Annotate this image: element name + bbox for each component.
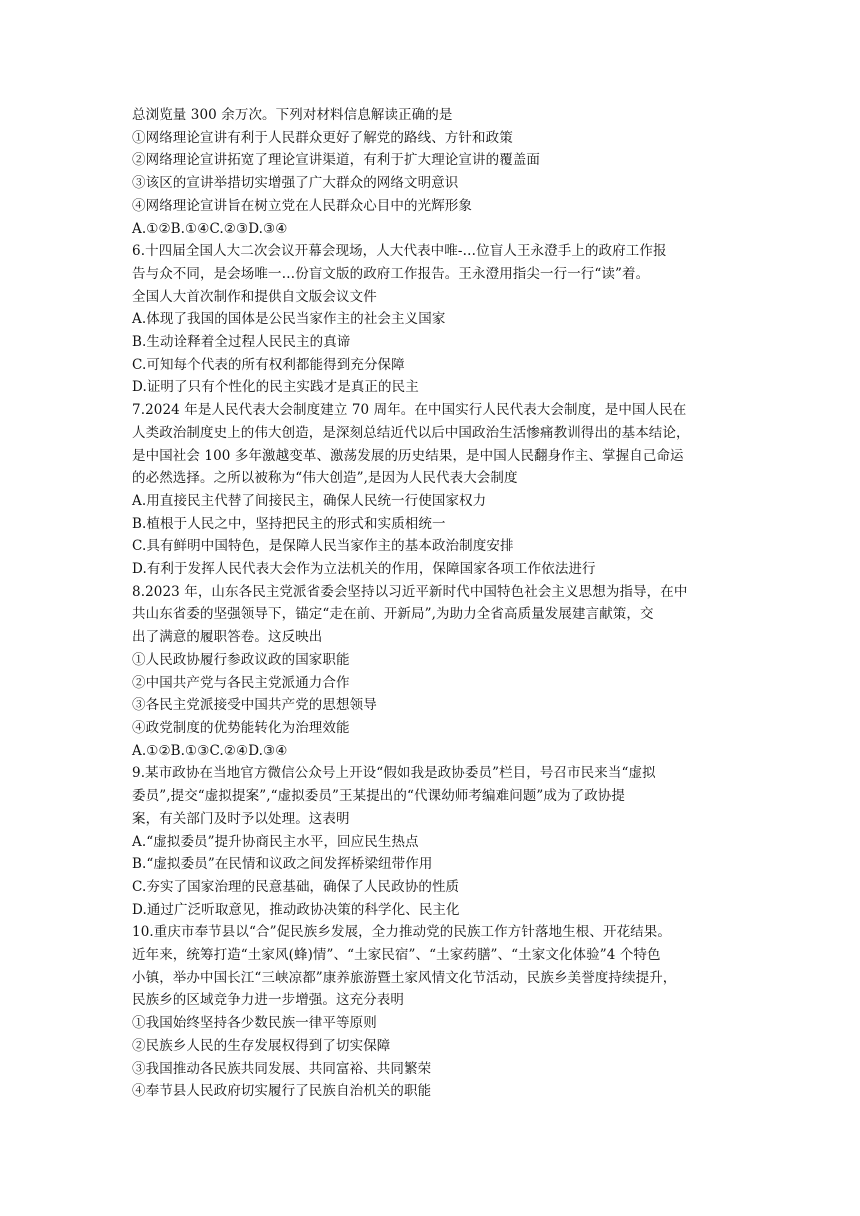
question-6-stem: 6.十四届全国人大二次会议开幕会现场，人大代表中唯-…位盲人王永澄手上的政府工作报 (132, 243, 667, 260)
option-line: A.用直接民主代替了间接民主，确保人民统一行使国家权力 (132, 492, 487, 509)
option-line: D.证明了只有个性化的民主实践才是真正的民主 (132, 379, 419, 396)
text-line: 的必然选择。之所以被称为“伟大创造”,是因为人民代表大会制度 (132, 470, 518, 487)
option-line: B.生动诠释着全过程人民民主的真谛 (132, 334, 351, 351)
answer-choices: A.①②B.①③C.②④D.③④ (132, 742, 288, 759)
question-9-stem: 9.某市政协在当地官方微信公众号上开设“假如我是政协委员”栏目，号召市民来当“虚拟 (132, 765, 656, 782)
option-line: ③该区的宣讲举措切实增强了广大群众的网络文明意识 (132, 175, 459, 192)
text-line: 告与众不同，是会场唯一…份盲文版的政府工作报告。王永澄用指尖一行一行“读”着。 (132, 265, 650, 282)
option-line: ①网络理论宣讲有利于人民群众更好了解党的路线、方针和政策 (132, 129, 513, 146)
question-7-stem: 7.2024 年是人民代表大会制度建立 70 周年。在中国实行人民代表大会制度，是中国人民在 (132, 402, 687, 419)
option-line: ③我国推动各民族共同发展、共同富裕、共同繁荣 (132, 1060, 432, 1077)
text-line: 小镇，举办中国长江“三峡凉都”康养旅游暨土家风情文化节活动，民族乡美誉度持续提升， (132, 969, 677, 986)
option-line: ②网络理论宣讲拓宽了理论宣讲渠道，有利于扩大理论宣讲的覆盖面 (132, 152, 540, 169)
document-page (132, 104, 732, 1103)
text-line: 案，有关部门及时予以处理。这表明 (132, 810, 350, 827)
option-line: B.“虚拟委员”在民情和议政之间发挥桥梁纽带作用 (132, 856, 433, 873)
option-line: C.可知每个代表的所有权利都能得到充分保障 (132, 356, 405, 373)
text-line: 出了满意的履职答卷。这反映出 (132, 629, 323, 646)
option-line: C.具有鲜明中国特色，是保障人民当家作主的基本政治制度安排 (132, 538, 514, 555)
option-line: A.体现了我国的国体是公民当家作主的社会主义国家 (132, 311, 446, 328)
text-line: 全国人大首次制作和提供自文版会议文件 (132, 288, 377, 305)
option-line: ③各民主党派接受中国共产党的思想领导 (132, 697, 377, 714)
text-line: 是中国社会 100 多年激越变革、激荡发展的历史结果，是中国人民翻身作主、掌握自己命运 (132, 447, 684, 464)
option-line: ②中国共产党与各民主党派通力合作 (132, 674, 350, 691)
option-line: ④政党制度的优势能转化为治理效能 (132, 719, 350, 736)
option-line: D.有利于发挥人民代表大会作为立法机关的作用，保障国家各项工作依法进行 (132, 561, 596, 578)
question-8-stem: 8.2023 年，山东各民主党派省委会坚持以习近平新时代中国特色社会主义思想为指导，在中 (132, 583, 688, 600)
text-line: 近年来，统筹打造“土家风(蜂)情”、“土家民宿”、“土家药膳”、“土家文化体验”4 个特色 (132, 947, 661, 964)
option-line: ②民族乡人民的生存发展权得到了切实保障 (132, 1037, 391, 1054)
text-line: 民族乡的区域竞争力进一步增强。这充分表明 (132, 992, 404, 1009)
option-line: D.通过广泛听取意见，推动政协决策的科学化、民主化 (132, 901, 460, 918)
text-line: 委员”,提交“虚拟提案”,“虚拟委员”王某提出的“代课幼师考编难问题”成为了政协提 (132, 788, 625, 805)
question-10-stem: 10.重庆市奉节县以“合”促民族乡发展，全力推动党的民族工作方针落地生根、开花结果。 (132, 924, 671, 941)
option-line: B.植根于人民之中，坚持把民主的形式和实质相统一 (132, 515, 446, 532)
option-line: A.“虚拟委员”提升协商民主水平，回应民生热点 (132, 833, 419, 850)
answer-choices: A.①②B.①④C.②③D.③④ (132, 220, 288, 237)
option-line: C.夯实了国家治理的民意基础，确保了人民政协的性质 (132, 878, 460, 895)
text-line: 总浏览量 300 余万次。下列对材料信息解读正确的是 (132, 107, 453, 123)
text-line: 人类政治制度史上的伟大创造，是深刻总结近代以后中国政治生活惨痛教训得出的基本结论， (132, 424, 690, 441)
option-line: ①我国始终坚持各少数民族一律平等原则 (132, 1015, 377, 1032)
option-line: ④奉节县人民政府切实履行了民族自治机关的职能 (132, 1083, 432, 1100)
text-line: 共山东省委的坚强领导下，锚定“走在前、开新局”,为助力全省高质量发展建言献策，交 (132, 606, 654, 623)
option-line: ①人民政协履行参政议政的国家职能 (132, 651, 350, 668)
option-line: ④网络理论宣讲旨在树立党在人民群众心目中的光辉形象 (132, 197, 472, 214)
